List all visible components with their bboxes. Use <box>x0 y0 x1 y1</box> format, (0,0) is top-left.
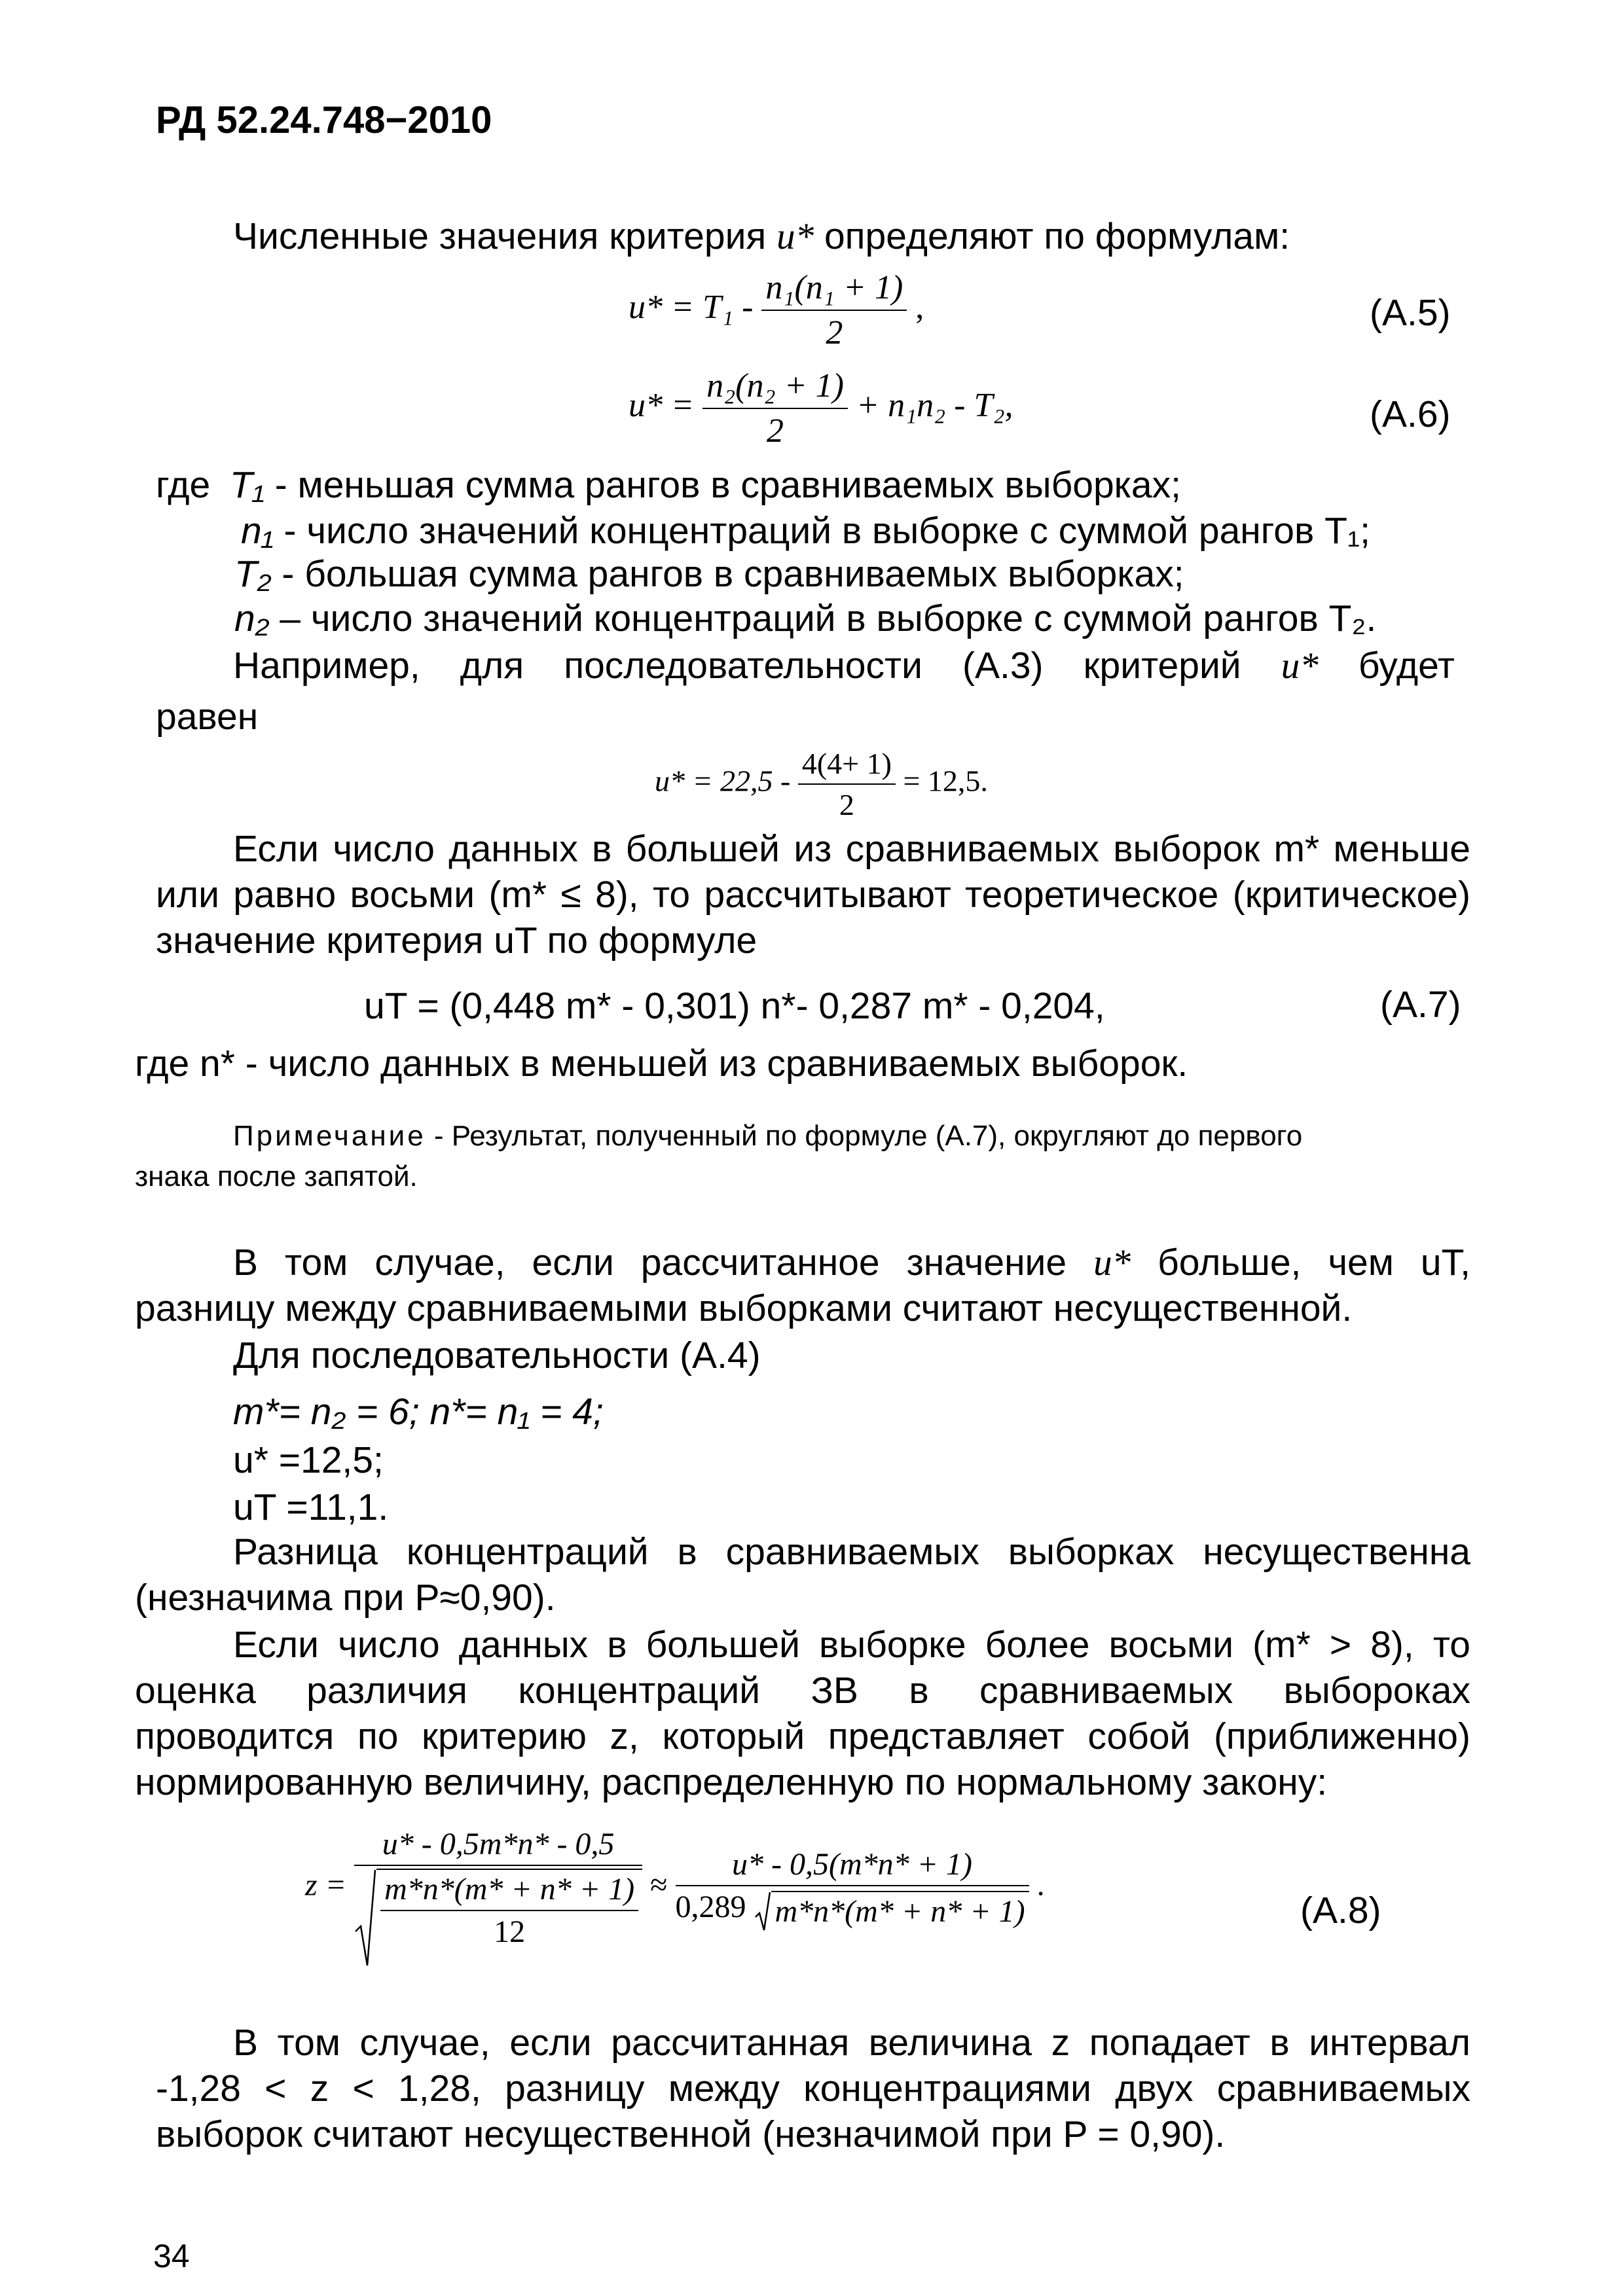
symbol-n2: n₂ <box>234 598 270 639</box>
formula-a8-tail: . <box>1036 1867 1045 1903</box>
formula-a5 <box>629 268 924 352</box>
definition-n1-text: - число значений концентраций в выборке с суммой рангов T₁; <box>283 510 1370 552</box>
formula-example <box>655 746 988 822</box>
formula-a8 <box>305 1826 1045 1950</box>
where-n-line: где n* - число данных в меньшей из сравниваемых выборок. <box>135 1043 1188 1085</box>
square-root-2 <box>754 1891 1029 1929</box>
formula-a6 <box>629 367 1013 450</box>
formula-a8-coefficient: 0,289 <box>675 1890 746 1925</box>
more-line-2: оценка различия концентраций ЗВ в сравниваемых выбороках <box>135 1670 1470 1712</box>
case-text-after: больше, чем uT, <box>1158 1242 1470 1283</box>
formula-example-numerator: 4(4+ 1) <box>798 746 896 785</box>
definition-t2-text: - большая сумма рангов в сравниваемых выборках; <box>282 553 1184 595</box>
symbol-t1: T₁ <box>230 464 264 506</box>
formula-a6-tail: + n₁n₂ - T₂, <box>856 386 1013 424</box>
intro-text-after: определяют по формулам: <box>824 215 1290 257</box>
definition-t1 <box>156 462 1181 508</box>
note-text: - Результат, полученный по формуле (А.7), округляют до первого <box>433 1120 1303 1152</box>
paragraph-count-line-1: Если число данных в большей из сравниваемых выборок m* меньше <box>233 828 1470 870</box>
formula-a6-numerator: n₂(n₂ + 1) <box>702 367 848 409</box>
paragraph-count-line-3: значение критерия uT по формуле <box>156 920 757 961</box>
formula-a8-lhs: z = <box>305 1867 347 1903</box>
intro-symbol: u* <box>776 216 814 257</box>
formula-a5-tail: , <box>915 288 924 326</box>
more-line-4: нормированную величину, распределенную по нормальному закону: <box>135 1761 1328 1803</box>
case-line-2: разницу между сравниваемыми выборками считают несущественной. <box>135 1287 1353 1329</box>
formula-a8-inner-fraction <box>380 1871 638 1950</box>
definition-t2 <box>234 551 1184 597</box>
definition-n1 <box>241 508 1370 554</box>
page-number: 34 <box>153 2238 190 2274</box>
case-text: В том случае, если рассчитанное значение <box>233 1242 1067 1283</box>
final-line-3: выборок считают несущественной (незначимой при P = 0,90). <box>156 2113 1226 2155</box>
symbol-t2: T₂ <box>234 553 272 595</box>
formula-a8-denominator-1 <box>354 1866 642 1950</box>
formula-a8-numerator-2: u* - 0,5(m*n* + 1) <box>676 1846 1029 1886</box>
definition-n2 <box>234 596 1376 641</box>
formula-a6-denominator: 2 <box>767 412 784 450</box>
formula-example-tail: = 12,5. <box>903 764 988 798</box>
radical-sign-1 <box>354 1869 376 1967</box>
sequence-u-line: u* =12,5; <box>233 1439 384 1481</box>
formula-a8-fraction-1 <box>354 1826 642 1950</box>
formula-a8-inner-numerator: m*n*(m* + n* + 1) <box>380 1871 638 1911</box>
final-line-1: В том случае, если рассчитанная величина z попадает в интервал <box>233 2022 1470 2064</box>
square-root-2-body: m*n*(m* + n* + 1) <box>771 1891 1029 1929</box>
intro-text: Численные значения критерия <box>233 215 767 257</box>
equation-number-a5: (А.5) <box>1370 292 1451 334</box>
note-line-1 <box>233 1117 1302 1156</box>
note-label: Примечание <box>233 1120 426 1152</box>
where-word: где <box>156 464 211 506</box>
example-intro-symbol: u* <box>1281 645 1319 687</box>
document-header: РД 52.24.748−2010 <box>156 99 492 141</box>
formula-a8-numerator-1: u* - 0,5m*n* - 0,5 <box>354 1826 642 1866</box>
radical-sign-2 <box>754 1891 771 1931</box>
formula-a8-fraction-2 <box>676 1846 1029 1929</box>
final-line-2: -1,28 < z < 1,28, разницу между концентрациями двух сравниваемых <box>156 2068 1470 2109</box>
equation-number-a6: (А.6) <box>1370 393 1451 435</box>
intro-line <box>233 213 1290 260</box>
more-line-1: Если число данных в большей выборке более восьми (m* > 8), то <box>233 1624 1470 1666</box>
sequence-m-line: m*= n₂ = 6; n*= n₁ = 4; <box>233 1391 604 1433</box>
square-root-1-body <box>376 1869 642 1950</box>
formula-example-denominator: 2 <box>839 788 854 821</box>
formula-a5-lhs: u* = T₁ - <box>629 288 754 326</box>
definition-t1-text: - меньшая сумма рангов в сравниваемых выборках; <box>274 464 1181 506</box>
symbol-n1: n₁ <box>241 510 274 552</box>
formula-a6-lhs: u* = <box>629 386 695 424</box>
formula-example-fraction <box>798 746 896 822</box>
formula-a8-inner-denominator: 12 <box>494 1914 526 1949</box>
equation-number-a8: (А.8) <box>1300 1890 1381 1931</box>
paragraph-count-line-2: или равно восьми (m* ≤ 8), то рассчитывают теоретическое (критическое) <box>156 874 1470 916</box>
formula-a6-fraction <box>702 367 848 450</box>
difference-line-2: (незначима при P≈0,90). <box>135 1577 556 1619</box>
equation-number-a7: (А.7) <box>1380 984 1461 1026</box>
example-intro-text: Например, для последовательности (А.3) критерий <box>233 645 1241 687</box>
formula-a7: uT = (0,448 m* - 0,301) n*- 0,287 m* - 0,204, <box>364 985 1105 1027</box>
difference-line-1: Разница концентраций в сравниваемых выборках несущественна <box>233 1531 1470 1573</box>
note-line-2: знака после запятой. <box>135 1160 418 1193</box>
example-intro-line <box>233 643 1455 689</box>
example-intro-equals: равен <box>156 696 259 738</box>
sequence-ut-line: uT =11,1. <box>233 1486 389 1528</box>
formula-a5-numerator: n₁(n₁ + 1) <box>761 268 907 311</box>
formula-example-lhs: u* = 22,5 - <box>655 764 791 798</box>
formula-a8-approx: ≈ <box>650 1867 668 1903</box>
formula-a8-denominator-2 <box>676 1886 1029 1929</box>
example-intro-word-will: будет <box>1358 645 1455 687</box>
more-line-3: проводится по критерию z, который представляет собой (приближенно) <box>135 1715 1470 1757</box>
definition-n2-text: – число значений концентраций в выборке с суммой рангов T₂. <box>280 598 1377 639</box>
case-line-1 <box>233 1240 1470 1286</box>
square-root-1 <box>354 1869 642 1950</box>
formula-a5-fraction <box>761 268 907 352</box>
case-symbol: u* <box>1093 1242 1131 1283</box>
formula-a5-denominator: 2 <box>826 314 843 351</box>
sequence-a4-line: Для последовательности (А.4) <box>233 1335 761 1376</box>
